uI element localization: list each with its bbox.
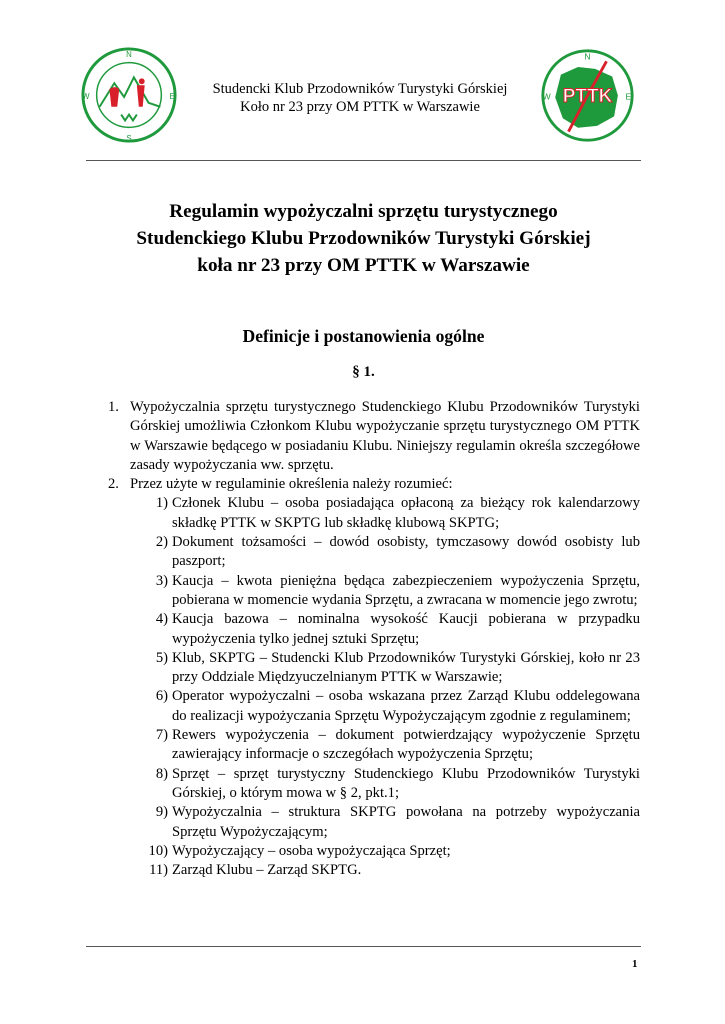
definition-item xyxy=(130,687,640,726)
definition-number: 3) xyxy=(155,572,168,589)
item-number: 2. xyxy=(108,476,119,493)
header-text xyxy=(190,80,530,116)
definition-item xyxy=(130,610,640,649)
svg-text:E: E xyxy=(625,91,632,102)
definition-item xyxy=(130,494,640,533)
definition-number: 4) xyxy=(155,611,168,628)
definition-text: Wypożyczający – osoba wypożyczająca Sprzęt; xyxy=(172,842,451,859)
definition-item xyxy=(130,861,640,880)
title-line-3: koła nr 23 przy OM PTTK w Warszawie xyxy=(197,255,530,276)
header-divider xyxy=(86,160,641,161)
pttk-logo-text: PTTK xyxy=(562,86,613,108)
svg-text:N: N xyxy=(126,49,132,59)
definition-text: Wypożyczalnia – struktura SKPTG powołana na potrzeby wypożyczania Sprzętu Wypożyczającym; xyxy=(172,804,640,840)
definition-text: Rewers wypożyczenia – dokument potwierdzający wypożyczenie Sprzętu zawierający informacje o szczegółach wypożyczenia Sprzętu; xyxy=(172,727,640,763)
definition-item xyxy=(130,533,640,572)
definition-item xyxy=(130,572,640,611)
svg-text:W: W xyxy=(542,91,551,102)
svg-text:N: N xyxy=(584,51,591,62)
definition-item xyxy=(130,765,640,804)
definition-number: 10) xyxy=(148,842,168,859)
header-line-branch: Koło nr 23 przy OM PTTK w Warszawie xyxy=(240,99,480,115)
definition-item xyxy=(130,803,640,842)
definition-number: 8) xyxy=(155,765,168,782)
definition-text: Sprzęt – sprzęt turystyczny Studenckiego Klubu Przodowników Turystyki Górskiej, o którym mowa w § 2, pkt.1; xyxy=(172,765,640,801)
header-line-club: Studencki Klub Przodowników Turystyki Górskiej xyxy=(212,81,508,97)
definition-number: 2) xyxy=(155,534,168,551)
list-item xyxy=(86,398,640,475)
definition-number: 1) xyxy=(155,495,168,512)
title-line-1: Regulamin wypożyczalni sprzętu turystycznego xyxy=(169,201,558,222)
definition-item xyxy=(130,842,640,861)
definition-text: Zarząd Klubu – Zarząd SKPTG. xyxy=(172,862,362,879)
svg-text:E: E xyxy=(169,91,175,101)
definition-text: Klub, SKPTG – Studencki Klub Przodowników Turystyki Górskiej, koło nr 23 przy Oddziale Międzyuczelnianym PTTK w Warszawie; xyxy=(172,649,640,686)
page-number: 1 xyxy=(632,958,638,970)
definitions-list xyxy=(130,494,640,880)
skptg-logo xyxy=(80,46,178,144)
definition-number: 7) xyxy=(155,727,168,744)
definition-text: Kaucja bazowa – nominalna wysokość Kaucji pobierana w przypadku wypożyczenia tylko jednej sztuki Sprzętu; xyxy=(172,611,640,647)
item-number: 1. xyxy=(108,399,119,415)
definition-text: Dokument tożsamości – dowód osobisty, tymczasowy dowód osobisty lub paszport; xyxy=(172,534,640,570)
svg-text:W: W xyxy=(82,91,90,101)
definition-text: Operator wypożyczalni – osoba wskazana przez Zarząd Klubu oddelegowana do realizacji wypożyczania Sprzętu Wypożyczającym zgodnie z regulaminem; xyxy=(172,688,640,724)
pttk-logo xyxy=(540,48,635,143)
definition-number: 11) xyxy=(149,862,168,879)
paragraph-mark: § 1. xyxy=(352,364,375,380)
svg-text:S: S xyxy=(126,134,132,144)
list-item xyxy=(86,475,640,880)
item-text: Wypożyczalnia sprzętu turystycznego Studenckiego Klubu Przodowników Turystyki Górskiej umożliwia Członkom Klubu wypożyczanie sprzętu turystycznego OM PTTK w Warszawie będącego w posiadaniu Klubu. Niniejszy regulamin określa szczegółowe zasady wypożyczania ww. sprzętu. xyxy=(130,399,640,473)
regulation-list xyxy=(86,398,640,880)
footer-divider xyxy=(86,946,641,947)
definition-text: Członek Klubu – osoba posiadająca opłaconą za bieżący rok kalendarzowy składkę PTTK w SKPTG lub składkę klubową SKPTG; xyxy=(172,495,640,531)
document-title xyxy=(86,198,641,279)
definition-text: Kaucja – kwota pieniężna będąca zabezpieczeniem wypożyczenia Sprzętu, pobierana w momencie wydania Sprzętu, a zwracana w momencie jego zwrotu; xyxy=(172,572,640,608)
item-text: Przez użyte w regulaminie określenia należy rozumieć: xyxy=(130,476,453,493)
definition-number: 6) xyxy=(155,688,168,705)
definition-number: 5) xyxy=(155,649,168,666)
section-title: Definicje i postanowienia ogólne xyxy=(242,326,485,346)
definition-number: 9) xyxy=(155,804,168,821)
definition-item xyxy=(130,726,640,765)
title-line-2: Studenckiego Klubu Przodowników Turystyki Górskiej xyxy=(136,228,591,249)
definition-item xyxy=(130,649,640,688)
